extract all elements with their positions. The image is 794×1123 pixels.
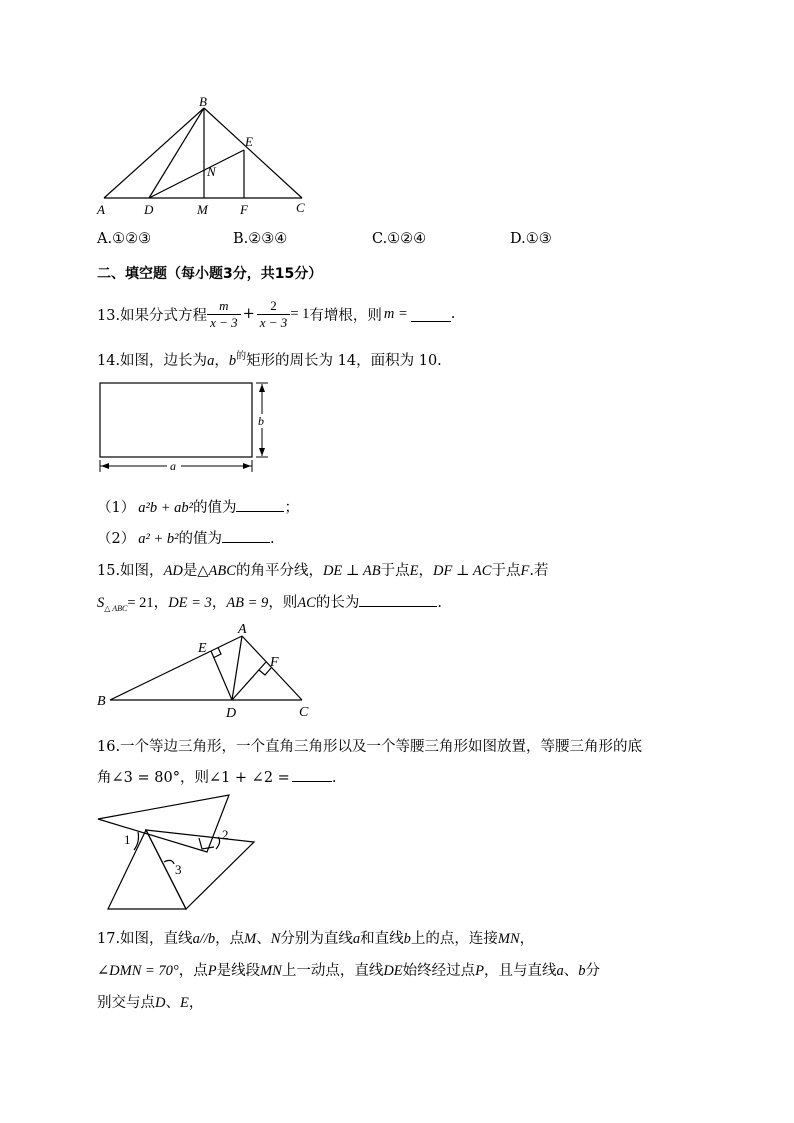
q17-text-m: 别交与点 [97,995,155,1011]
q17-sep-3: 、 [165,995,180,1011]
label-c: C [296,200,305,215]
q13-fraction-1 [207,298,241,331]
q15-ad: AD [163,563,183,579]
section-title: 二、填空题（每小题3分，共15分） [97,266,323,282]
option-c: C.①②④ [372,231,427,247]
figure-q14-rectangle [95,378,275,478]
label-b: B [97,694,106,709]
q17-line-a: a [352,931,361,947]
q14-sub2-answer-blank[interactable] [222,528,270,543]
q17-point-e: E [179,995,189,1011]
q14-var-a: a [207,353,215,369]
q15-area-subscript: △ ABC [104,603,128,613]
question-15-line-1 [97,559,548,580]
q17-text-e: 上的点，连接 [410,931,498,947]
q17-text-g: ，点 [178,963,208,979]
q17-line-de: DE [383,963,403,979]
q14-sub2-expression: a² + b² [138,531,179,547]
label-b: b [258,414,264,428]
segment-de [211,651,232,700]
q15-text-i: 的长为 [315,595,360,611]
q13-rhs: = 1 [290,305,310,322]
label-b: B [199,94,207,109]
question-15-line-2 [97,591,442,613]
q14-sub2-text: 的值为 [178,531,222,547]
label-a: A [238,622,247,637]
figure-q15 [94,622,324,722]
q15-de-perp-ab: DE ⊥ AB [322,563,381,579]
label-e: E [198,641,207,656]
q17-segment-mn-2: MN [260,963,282,979]
q17-text-k: ，且与直线 [484,963,557,979]
q15-text-h: ，则 [268,595,298,611]
q14-sub1-answer-blank[interactable] [236,497,284,512]
q14-comma: ， [214,353,229,369]
q15-area-value: = 21， [127,595,169,611]
q17-text-b: ，点 [215,931,245,947]
segment-ba [110,636,242,700]
q15-text-g: .若 [529,563,549,579]
q15-ac: AC [297,595,316,611]
question-16-line-1: 16.一个等边三角形，一个直角三角形以及一个等腰三角形如图放置，等腰三角形的底 [97,739,643,755]
label-c: C [299,705,309,720]
q13-plus: + [242,306,255,322]
q14-stem-b: 矩形的周长为 14，面积为 10. [246,353,442,369]
q17-point-d: D [155,995,166,1011]
label-m: M [197,202,208,217]
label-e: E [245,134,253,149]
q17-text-i: 上一动点，直线 [281,963,384,979]
q17-line-b-2: b [578,963,586,979]
label-f: F [270,655,279,670]
question-14-part-2 [97,527,275,548]
label-f: F [240,202,248,217]
q17-sep: 、 [256,931,271,947]
q16-answer-blank[interactable] [292,767,332,782]
segment-bc [204,108,302,198]
q14-sub1-number: （1） [97,500,136,516]
q17-text-c: 分别为直线 [280,931,353,947]
rectangle [100,383,252,457]
right-triangle [98,795,229,852]
q13-end: . [450,306,456,322]
q17-point-p: P [207,963,217,979]
question-13 [97,294,455,334]
q15-text-f: 于点 [491,563,521,579]
figure-q12 [92,92,322,222]
q14-sub1-text: 的值为 [192,500,237,516]
label-d: D [226,706,237,721]
q15-point-f: F [520,563,530,579]
angle-2-arc [216,837,220,849]
q17-text-h: 是线段 [216,963,261,979]
option-a: A.①②③ [97,231,152,247]
question-17-line-3 [97,991,203,1012]
question-17-line-1 [97,927,534,948]
option-d: D.①③ [510,231,552,247]
q13-fraction-2 [257,298,291,331]
option-b: B.②③④ [233,231,288,247]
q17-sep-2: 、 [563,963,579,979]
label-n: N [207,164,216,179]
q14-var-b: b [228,353,237,369]
q17-parallel: a//b [192,931,216,947]
q15-end: . [437,595,442,611]
q13-prefix: 13.如果分式方程 [97,307,208,324]
q17-text-f: ， [519,931,535,947]
q17-line-b: b [403,931,411,947]
q15-text-b: 是 [182,563,198,579]
q15-text-c: 的角平分线， [235,563,323,579]
question-14-stem [97,347,442,370]
q17-point-n: N [270,931,281,947]
q17-point-p-2: P [475,963,485,979]
q17-text-n: ， [188,995,204,1011]
q14-sub2-end: . [269,531,275,547]
question-17-line-2 [97,959,600,980]
question-16-line-2 [97,766,336,787]
q14-sub1-expression: a²b + ab² [138,500,193,516]
q15-answer-blank[interactable] [359,592,437,607]
q13-frac2-numerator: 2 [257,298,291,315]
question-14-part-1 [97,496,299,517]
q15-text-a: 15.如图， [97,563,164,579]
q13-var: m = [383,305,408,322]
q15-comma: ， [211,595,227,611]
q13-frac2-denominator: x − 3 [259,314,288,330]
q17-point-m: M [244,931,257,947]
q14-stem-a: 14.如图，边长为 [97,353,208,369]
q15-de-value: DE = 3 [168,595,212,611]
q15-point-e: E [409,563,419,579]
figure-q16 [94,792,264,917]
q17-text-l: 分 [585,963,601,979]
q17-text-d: 和直线 [360,931,404,947]
q17-segment-mn: MN [497,931,520,947]
label-a: A [97,202,105,217]
q16-text: 角∠3 = 80°，则∠1 + ∠2 = [97,770,290,786]
q13-suffix: 有增根，则 [309,307,382,324]
q16-end: . [331,770,337,786]
label-a: a [170,459,176,473]
q15-text-d: 于点 [380,563,410,579]
q15-triangle: △ABC [197,563,236,579]
segment-ab [104,108,204,198]
q17-text-j: 始终经过点 [402,963,476,979]
q17-angle: ∠DMN = 70° [97,963,179,979]
label-d: D [144,202,154,217]
angle-3-arc [164,860,174,864]
q17-text-a: 17.如图，直线 [97,931,193,947]
angle-3-label: 3 [175,862,182,877]
q14-sub1-end: ； [284,500,299,516]
q13-frac1-numerator: m [207,298,241,315]
q15-ab-value: AB = 9 [226,595,269,611]
angle-1-label: 1 [124,832,131,847]
q15-area-symbol: S [97,595,105,611]
q13-answer-blank[interactable] [411,307,451,322]
angle-2-label: 2 [222,827,229,842]
q14-sub2-number: （2） [97,531,136,547]
q14-small-de: 的 [236,351,247,362]
q15-df-perp-ac: DF ⊥ AC [432,563,492,579]
q13-frac1-denominator: x − 3 [210,314,238,330]
q17-line-a-2: a [556,963,564,979]
q15-text-e: ， [418,563,433,579]
